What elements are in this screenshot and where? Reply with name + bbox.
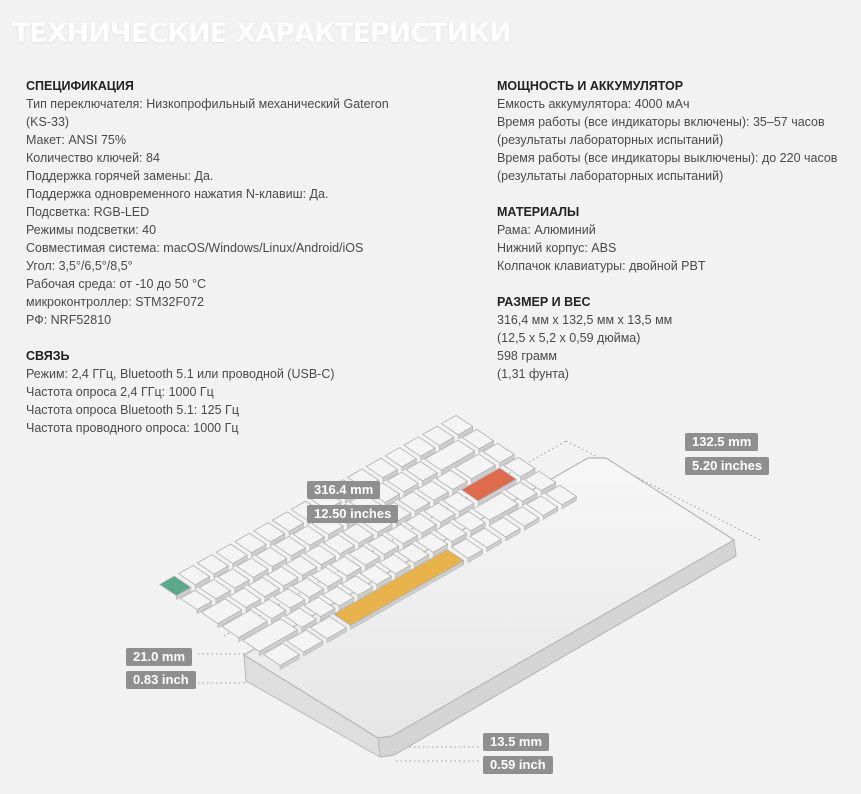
spec-line: Емкость аккумулятора: 4000 мАч — [497, 97, 690, 111]
spec-line: (KS-33) — [26, 115, 70, 129]
spec-line: Рама: Алюминий — [497, 223, 596, 237]
spec-line: Поддержка горячей замены: Да. — [26, 169, 214, 183]
spec-line: 598 грамм — [497, 349, 557, 363]
spec-line: Угол: 3,5°/6,5°/8,5° — [26, 259, 133, 273]
spec-line: Нижний корпус: ABS — [497, 241, 617, 255]
spec-line: Частота опроса 2,4 ГГц: 1000 Гц — [26, 385, 214, 399]
spec-line: микроконтроллер: STM32F072 — [26, 295, 204, 309]
spec-line: РФ: NRF52810 — [26, 313, 112, 327]
page-title: ТЕХНИЧЕСКИЕ ХАРАКТЕРИСТИКИ — [12, 18, 511, 49]
spec-line: (результаты лабораторных испытаний) — [497, 133, 724, 147]
back-height-inch-label: 0.83 inch — [126, 671, 196, 689]
spec-line: 316,4 мм x 132,5 мм x 13,5 мм — [497, 313, 673, 327]
spec-line: Режимы подсветки: 40 — [26, 223, 157, 237]
depth-mm-label: 132.5 mm — [685, 433, 758, 451]
spec-line: Тип переключателя: Низкопрофильный механический Gateron — [26, 97, 389, 111]
section-heading: МАТЕРИАЛЫ — [497, 205, 580, 219]
length-inch-label: 12.50 inches — [307, 505, 398, 523]
spec-line: (12,5 x 5,2 x 0,59 дюйма) — [497, 331, 641, 345]
section-heading: СВЯЗЬ — [26, 349, 70, 363]
spec-line: Макет: ANSI 75% — [26, 133, 126, 147]
front-height-mm-label: 13.5 mm — [483, 733, 549, 751]
spec-line: Рабочая среда: от -10 до 50 °С — [26, 277, 207, 291]
section-heading: РАЗМЕР И ВЕС — [497, 295, 591, 309]
spec-line: Время работы (все индикаторы включены): 35–57 часов — [497, 115, 825, 129]
spec-line: (1,31 фунта) — [497, 367, 569, 381]
spec-line: Колпачок клавиатуры: двойной PBT — [497, 259, 706, 273]
spec-line: Время работы (все индикаторы выключены): до 220 часов — [497, 151, 838, 165]
spec-line: Подсветка: RGB-LED — [26, 205, 150, 219]
spec-line: Количество ключей: 84 — [26, 151, 160, 165]
spec-line: Частота опроса Bluetooth 5.1: 125 Гц — [26, 403, 239, 417]
spec-line: (результаты лабораторных испытаний) — [497, 169, 724, 183]
section-heading: МОЩНОСТЬ И АККУМУЛЯТОР — [497, 79, 684, 93]
section-heading: СПЕЦИФИКАЦИЯ — [26, 79, 134, 93]
spec-line: Частота проводного опроса: 1000 Гц — [26, 421, 239, 435]
spec-line: Совместимая система: macOS/Windows/Linux/Android/iOS — [26, 241, 364, 255]
length-mm-label: 316.4 mm — [307, 481, 380, 499]
back-height-mm-label: 21.0 mm — [126, 648, 192, 666]
spec-line: Режим: 2,4 ГГц, Bluetooth 5.1 или проводной (USB-C) — [26, 367, 335, 381]
spec-line: Поддержка одновременного нажатия N-клавиш: Да. — [26, 187, 329, 201]
front-height-inch-label: 0.59 inch — [483, 756, 553, 774]
depth-inch-label: 5.20 inches — [685, 457, 769, 475]
